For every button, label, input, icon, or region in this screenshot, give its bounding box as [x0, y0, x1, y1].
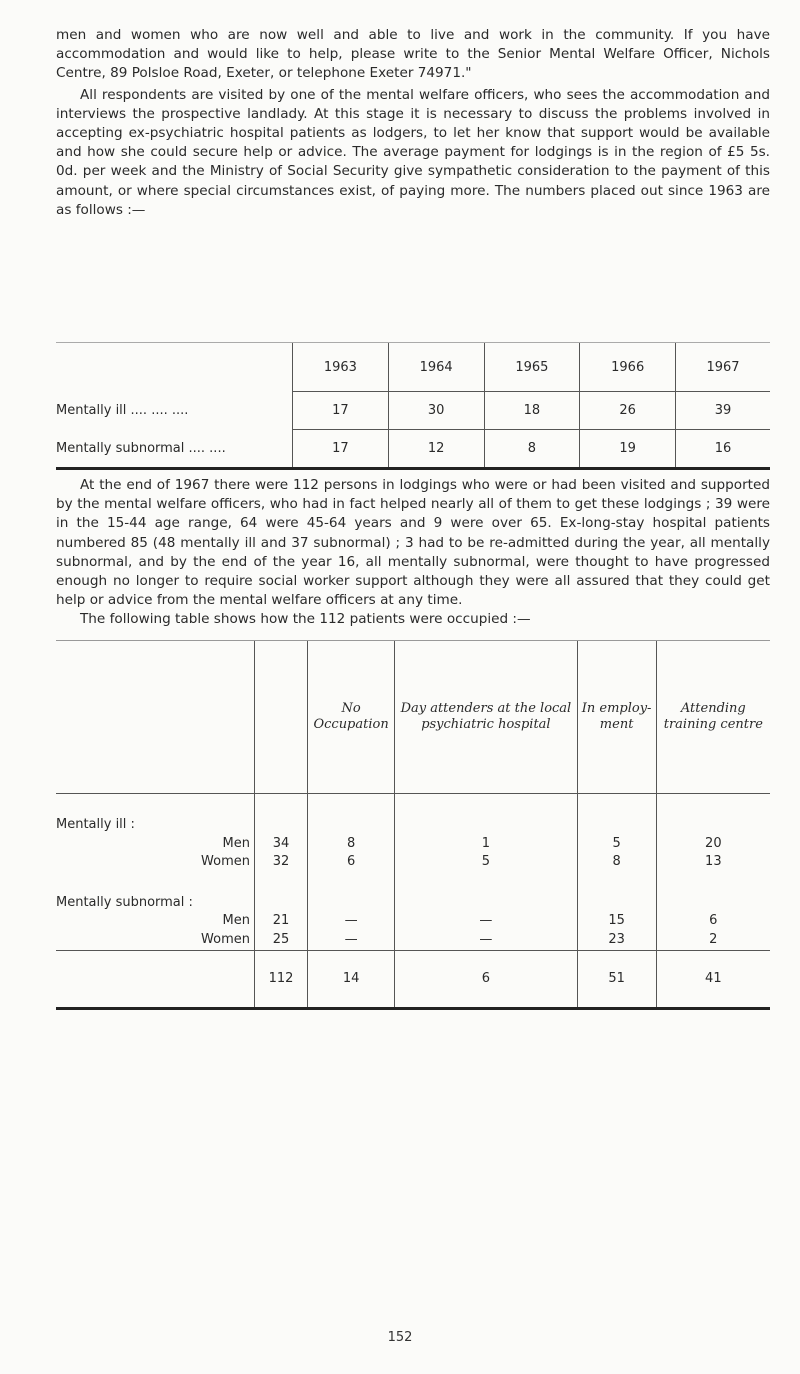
totals-row	[56, 950, 770, 1008]
row-label: Mentally subnormal .... ....	[56, 430, 293, 469]
occupation-table	[56, 640, 770, 1010]
table-cell: 18	[484, 392, 580, 430]
group-label: Mentally ill :	[56, 817, 135, 832]
year-header: 1964	[388, 343, 484, 392]
table-cell: 12	[388, 430, 484, 469]
table-cell: 39	[676, 392, 770, 430]
column-header: No Occupation	[308, 641, 395, 794]
table-cell: —	[479, 913, 493, 929]
table-cell: 6	[346, 854, 356, 870]
row-label: Mentally ill .... .... ....	[56, 403, 189, 418]
table-row	[56, 392, 770, 430]
total-cell: 112	[255, 950, 308, 1008]
table-cell: 13	[705, 854, 722, 870]
table-cell: —	[344, 931, 358, 947]
paragraph-4: The following table shows how the 112 patients were occupied :—	[80, 611, 531, 627]
table-cell: 19	[580, 430, 676, 469]
row-label: Women	[201, 931, 250, 947]
table-cell: 21	[272, 913, 290, 929]
total-cell: 51	[577, 950, 656, 1008]
table-cell: 5	[481, 854, 491, 870]
table-cell: 32	[272, 854, 290, 870]
table-cell: 25	[272, 931, 290, 947]
paragraph-1: men and women who are now well and able to live and work in the community. If you have accommodation and would like to help, please write to the Senior Mental Welfare Officer, Nichols Centre, 89 Polsloe Road, Exeter, or telephone Exeter 74971."	[56, 27, 770, 82]
column-header: In employ- ment	[577, 641, 656, 794]
year-header: 1965	[484, 343, 580, 392]
table-cell: 1	[481, 835, 491, 851]
table-cell: 23	[608, 931, 625, 947]
table-cell: 30	[388, 392, 484, 430]
column-header: Attending training centre	[656, 641, 770, 794]
table-row	[56, 430, 770, 469]
page-number: 152	[387, 1330, 413, 1345]
row-label: Men	[222, 913, 250, 929]
paragraph-3: At the end of 1967 there were 112 persons in lodgings who were or had been visited and supported by the mental welfare officers, who had in fact helped nearly all of them to get these lodgings ; 39 were in the 15-44 age range, 64 were 45-64 years and 9 were over 65. Ex-long-stay hospital patients numbered 85 (48 mentally ill and 37 subnormal) ; 3 had to be re-admitted during the year, all mentally subnormal, and by the end of the year 16, all mentally subnormal, were thought to have progressed enough no longer to require social worker support although they were all assured that they could get help or advice from the mental welfare officers at any time.	[56, 477, 770, 609]
table-cell: 2	[709, 931, 718, 947]
year-header: 1966	[580, 343, 676, 392]
table-cell: 6	[709, 913, 718, 929]
table-cell: 17	[293, 430, 389, 469]
table-cell: 8	[484, 430, 580, 469]
table-cell: —	[344, 913, 358, 929]
table-cell: 20	[705, 835, 722, 851]
table-cell: 34	[272, 835, 290, 851]
table-cell: 26	[580, 392, 676, 430]
total-cell: 6	[395, 950, 577, 1008]
table-cell: —	[479, 931, 493, 947]
year-header: 1967	[676, 343, 770, 392]
table-cell: 16	[676, 430, 770, 469]
table-cell: 15	[608, 913, 625, 929]
total-cell: 14	[308, 950, 395, 1008]
placements-table	[56, 342, 770, 470]
total-cell: 41	[656, 950, 770, 1008]
table-cell: 5	[612, 835, 621, 851]
paragraph-2: All respondents are visited by one of the mental welfare officers, who sees the accommodation and interviews the prospective landlady. At this stage it is necessary to discuss the problems involved in accepting ex-psychiatric hospital patients as lodgers, to let her know that support would be available and how she could secure help or advice. The average payment for lodgings is in the region of £5 5s. 0d. per week and the Ministry of Social Security give sympathetic consideration to the payment of this amount, or where special circumstances exist, of paying more. The numbers placed out since 1963 are as follows :—	[56, 86, 770, 218]
table-cell: 17	[293, 392, 389, 430]
group-label: Mentally subnormal :	[56, 894, 193, 910]
row-label: Women	[201, 854, 250, 870]
column-header: Day attenders at the local psychiatric hospital	[395, 641, 577, 794]
table-cell: 8	[612, 854, 621, 870]
year-header: 1963	[293, 343, 389, 392]
table-cell: 8	[346, 835, 356, 851]
row-label: Men	[222, 835, 250, 851]
page-content	[56, 26, 770, 987]
